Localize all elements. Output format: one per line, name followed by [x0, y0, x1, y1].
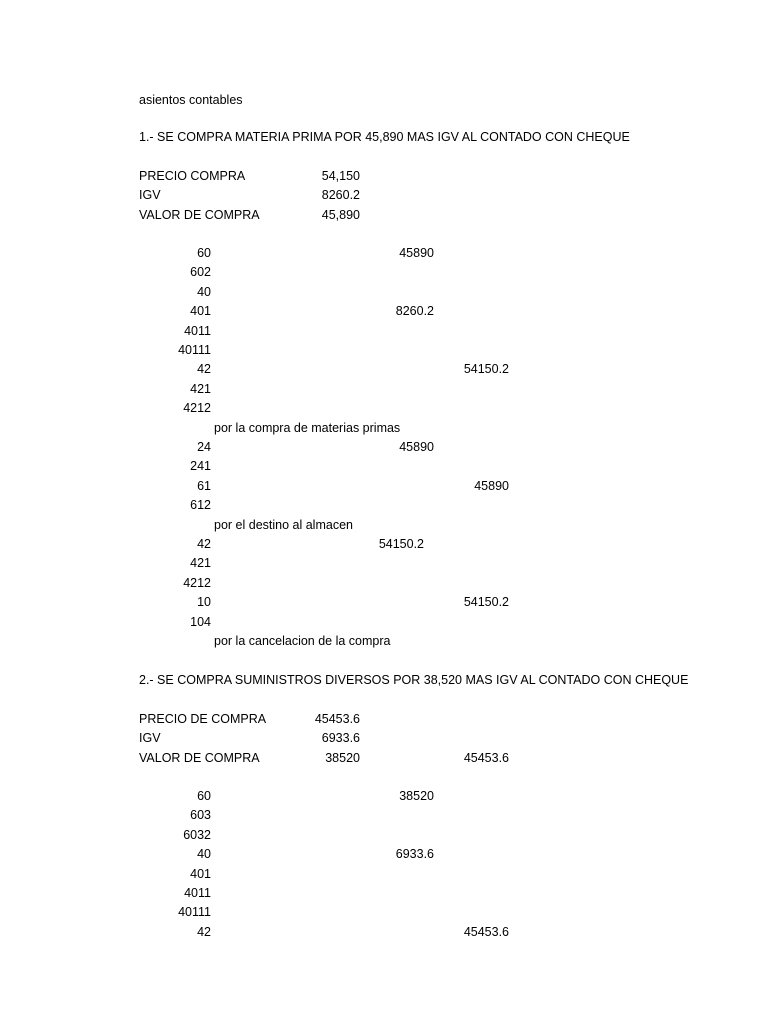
- document-title: asientos contables: [139, 93, 243, 107]
- summary-extra: 45453.6: [463, 750, 509, 765]
- debit-amount: 45890: [399, 440, 434, 454]
- credit-amount: 45453.6: [463, 924, 509, 939]
- entry-description: por el destino al almacen: [214, 517, 353, 532]
- debit-amount: 54150.2: [378, 537, 424, 551]
- summary-label: IGV: [139, 188, 161, 203]
- summary-value: 38520: [325, 750, 360, 765]
- summary-label: IGV: [139, 731, 161, 746]
- credit-amount: 54150.2: [463, 362, 509, 377]
- account-code: 60: [197, 789, 211, 803]
- account-code: 60: [197, 246, 211, 260]
- credit-amount: 54150.2: [463, 595, 509, 610]
- account-code: 4011: [184, 886, 211, 900]
- account-code: 10: [197, 595, 211, 610]
- account-code: 603: [190, 808, 211, 823]
- account-code: 24: [197, 440, 211, 454]
- entry-description: por la cancelacion de la compra: [214, 634, 391, 648]
- account-code: 602: [190, 265, 211, 280]
- debit-amount: 6933.6: [395, 847, 434, 862]
- account-code: 61: [197, 478, 211, 493]
- summary-label: PRECIO DE COMPRA: [139, 712, 267, 726]
- summary-label: PRECIO COMPRA: [139, 169, 246, 183]
- account-code: 4011: [184, 323, 211, 338]
- debit-amount: 45890: [399, 246, 434, 260]
- account-code: 42: [197, 362, 211, 377]
- account-code: 40: [197, 847, 211, 862]
- account-code: 6032: [183, 827, 211, 842]
- account-code: 401: [190, 866, 211, 881]
- summary-label: VALOR DE COMPRA: [139, 207, 260, 222]
- account-code: 42: [197, 537, 211, 551]
- account-code: 612: [190, 498, 211, 513]
- summary-value: 45453.6: [314, 712, 360, 726]
- account-code: 241: [190, 459, 211, 474]
- entry-description: por la compra de materias primas: [214, 420, 401, 435]
- account-code: 421: [190, 381, 211, 396]
- debit-amount: 8260.2: [395, 304, 434, 319]
- credit-amount: 45890: [474, 478, 509, 493]
- section-1-heading: 1.- SE COMPRA MATERIA PRIMA POR 45,890 MAS IGV AL CONTADO CON CHEQUE: [139, 130, 630, 144]
- account-code: 40111: [178, 905, 211, 920]
- account-code: 40111: [178, 343, 211, 357]
- summary-value: 45,890: [321, 207, 360, 222]
- section-2-heading: 2.- SE COMPRA SUMINISTROS DIVERSOS POR 38,520 MAS IGV AL CONTADO CON CHEQUE: [139, 673, 689, 687]
- summary-value: 6933.6: [321, 731, 360, 746]
- debit-amount: 38520: [399, 789, 434, 803]
- account-code: 4212: [183, 401, 211, 416]
- account-code: 40: [197, 284, 211, 299]
- account-code: 42: [197, 924, 211, 939]
- account-code: 401: [190, 304, 211, 319]
- summary-value: 54,150: [321, 169, 360, 183]
- summary-value: 8260.2: [321, 188, 360, 203]
- account-code: 4212: [183, 575, 211, 590]
- account-code: 421: [190, 556, 211, 571]
- account-code: 104: [190, 614, 211, 629]
- summary-label: VALOR DE COMPRA: [139, 750, 260, 765]
